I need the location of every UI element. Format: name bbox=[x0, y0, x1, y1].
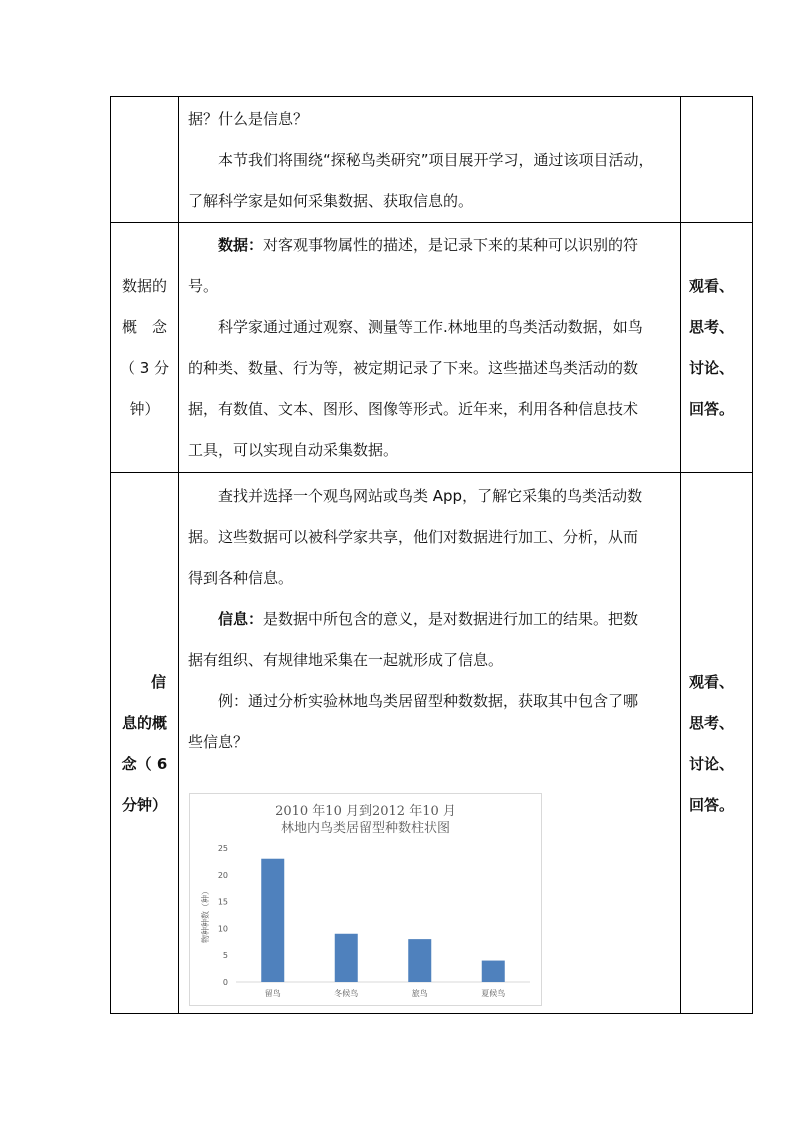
row2-label-line2: 概 念 bbox=[121, 318, 167, 336]
row3-label bbox=[111, 662, 178, 826]
bar-chart bbox=[189, 793, 542, 1006]
row1-content bbox=[188, 99, 672, 222]
y-tick-label: 20 bbox=[217, 870, 228, 880]
x-tick-label: 留鸟 bbox=[264, 989, 281, 998]
row3-activity-line4: 回答。 bbox=[689, 796, 735, 814]
row3-activity-line2: 思考、 bbox=[689, 714, 735, 732]
y-tick-label: 15 bbox=[217, 897, 228, 907]
y-tick-label: 5 bbox=[222, 951, 228, 961]
row2-label-line3: （ 3 分 bbox=[119, 359, 170, 377]
row3-line6: 例：通过分析实验林地鸟类居留型种数数据，获取其中包含了哪 bbox=[218, 692, 639, 710]
row2-line3: 科学家通过通过观察、测量等工作.林地里的鸟类活动数据，如鸟 bbox=[218, 318, 643, 336]
row1-line2: 本节我们将围绕“探秘鸟类研究”项目展开学习，通过该项目活动， bbox=[218, 151, 654, 169]
bar bbox=[482, 961, 505, 982]
row2-label-line4: 钟） bbox=[129, 400, 160, 418]
row2-activity-line3: 讨论、 bbox=[689, 359, 735, 377]
info-definition: 是数据中所包含的意义，是对数据进行加工的结果。把数 bbox=[263, 610, 639, 628]
row3-line3: 得到各种信息。 bbox=[188, 569, 294, 587]
y-axis-label: 物种种数（种） bbox=[201, 887, 210, 943]
row2-label-line1: 数据的 bbox=[121, 277, 167, 295]
data-definition: 对客观事物属性的描述，是记录下来的某种可以识别的符 bbox=[263, 236, 639, 254]
chart-plot bbox=[190, 794, 541, 1005]
row3-content bbox=[188, 476, 672, 763]
x-tick-label: 夏候鸟 bbox=[481, 989, 506, 998]
row3-line5: 据有组织、有规律地采集在一起就形成了信息。 bbox=[188, 651, 504, 669]
row2-content bbox=[188, 225, 672, 471]
row1-line1: 据？什么是信息？ bbox=[188, 110, 309, 128]
row3-line2: 据。这些数据可以被科学家共享，他们对数据进行加工、分析，从而 bbox=[188, 528, 639, 546]
row3-label-line3: 念（ 6 bbox=[121, 755, 168, 773]
y-tick-label: 10 bbox=[217, 924, 228, 934]
row3-label-line2: 息的概 bbox=[121, 714, 167, 732]
y-tick-label: 0 bbox=[222, 978, 228, 987]
row2-line6: 工具，可以实现自动采集数据。 bbox=[188, 441, 399, 459]
bar bbox=[335, 934, 358, 982]
row3-label-line1: 信 bbox=[150, 673, 166, 691]
row2-line5: 据，有数值、文本、图形、图像等形式。近年来，利用各种信息技术 bbox=[188, 400, 639, 418]
row2-activity-line2: 思考、 bbox=[689, 318, 735, 336]
row2-activity-line1: 观看、 bbox=[689, 277, 735, 295]
row3-line7: 些信息？ bbox=[188, 733, 249, 751]
chart-title-line1: 2010 年10 月到2012 年10 月 bbox=[275, 804, 456, 819]
info-term: 信息： bbox=[218, 610, 264, 628]
x-tick-label: 旅鸟 bbox=[411, 989, 428, 998]
row2-line2: 号。 bbox=[188, 277, 219, 295]
row1-line3: 了解科学家是如何采集数据、获取信息的。 bbox=[188, 192, 474, 210]
row2-label bbox=[111, 266, 178, 430]
row3-line1: 查找并选择一个观鸟网站或鸟类 App，了解它采集的鸟类活动数 bbox=[218, 487, 643, 505]
row3-activity-line3: 讨论、 bbox=[689, 755, 735, 773]
chart-title-line2: 林地内鸟类居留型种数柱状图 bbox=[280, 821, 450, 836]
row2-activity-line4: 回答。 bbox=[689, 400, 735, 418]
row2-activity bbox=[681, 266, 760, 430]
bar bbox=[261, 859, 284, 982]
x-tick-label: 冬候鸟 bbox=[334, 989, 359, 998]
bar bbox=[408, 939, 431, 982]
row2-line4: 的种类、数量、行为等，被定期记录了下来。这些描述鸟类活动的数 bbox=[188, 359, 639, 377]
data-term: 数据： bbox=[218, 236, 264, 254]
row3-activity bbox=[681, 662, 760, 826]
row3-activity-line1: 观看、 bbox=[689, 673, 735, 691]
y-tick-label: 25 bbox=[217, 844, 228, 853]
row3-label-line4: 分钟） bbox=[121, 796, 167, 814]
